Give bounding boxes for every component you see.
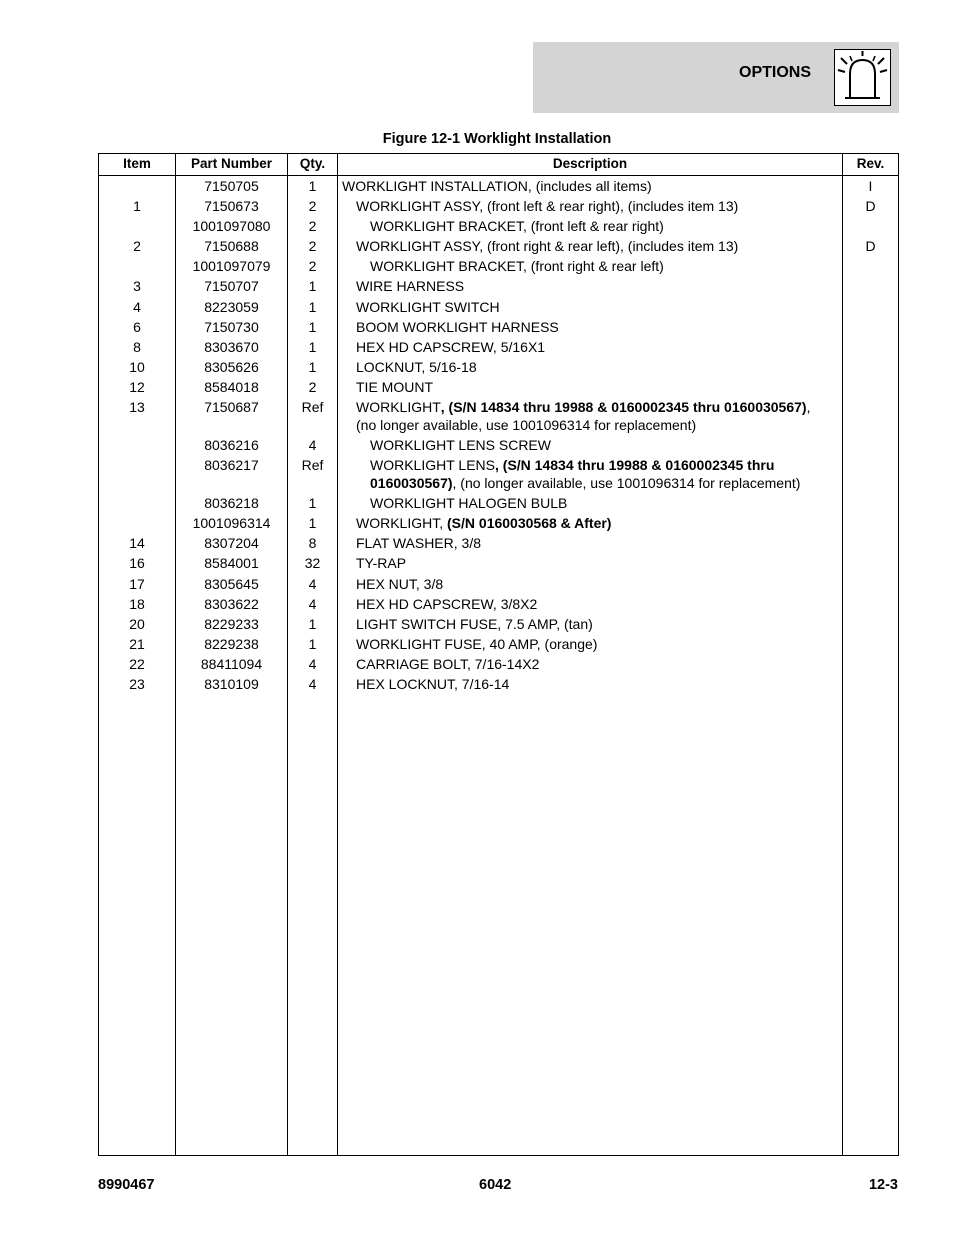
item-cell: 8 [133, 338, 141, 355]
qty-cell: 4 [308, 437, 317, 454]
qty-cell: 2 [308, 378, 317, 395]
qty-cell: 1 [308, 635, 317, 652]
item-cell: 21 [129, 635, 145, 652]
footer-model: 6042 [479, 1177, 512, 1193]
description-text: WORKLIGHT [356, 399, 441, 416]
description-cell: WORKLIGHT FUSE, 40 AMP, (orange) [356, 635, 598, 652]
table-row [99, 377, 898, 397]
qty-cell: 4 [308, 655, 317, 672]
description-cell: LOCKNUT, 5/16-18 [356, 358, 477, 375]
part-number-cell: 8303670 [204, 338, 259, 355]
serial-range: (S/N 0160030568 & After) [447, 515, 612, 532]
description-cell [342, 455, 832, 493]
qty-cell: 1 [308, 515, 317, 532]
item-cell: 12 [129, 378, 145, 395]
item-cell: 3 [133, 278, 141, 295]
item-cell: 18 [129, 595, 145, 612]
rev-cell: I [868, 178, 873, 194]
description-text: WORKLIGHT, [356, 515, 448, 532]
qty-cell: 1 [308, 338, 317, 355]
table-row [99, 533, 898, 553]
table-row [99, 455, 898, 493]
part-number-cell: 1001096314 [192, 515, 271, 532]
description-note: , (no longer available, use 1001096314 for replacement) [356, 399, 811, 434]
description-cell: TIE MOUNT [356, 378, 433, 395]
description-note: , (no longer available, use 1001096314 for replacement) [452, 475, 801, 492]
item-cell: 1 [133, 198, 141, 215]
qty-cell: Ref [301, 399, 324, 416]
part-number-cell: 8307204 [204, 535, 259, 552]
description-cell: WORKLIGHT SWITCH [356, 298, 500, 315]
table-body [99, 176, 898, 694]
column-header-description: Description [552, 156, 628, 171]
part-number-cell: 8310109 [204, 675, 259, 692]
item-cell: 23 [129, 675, 145, 692]
table-row [99, 553, 898, 573]
qty-cell: 1 [308, 358, 317, 375]
part-number-cell: 8036217 [204, 457, 259, 474]
qty-cell: 8 [308, 535, 317, 552]
description-cell: FLAT WASHER, 3/8 [356, 535, 481, 552]
description-cell: WORKLIGHT ASSY, (front left & rear right), (includes item 13) [356, 198, 739, 215]
part-number-cell: 8305645 [204, 575, 259, 592]
description-cell: WORKLIGHT BRACKET, (front right & rear left) [370, 258, 664, 275]
qty-cell: 2 [308, 218, 317, 235]
description-cell: BOOM WORKLIGHT HARNESS [356, 318, 559, 335]
qty-cell: 2 [308, 198, 317, 215]
table-row [99, 357, 898, 377]
item-cell: 4 [133, 298, 141, 315]
part-number-cell: 7150730 [204, 318, 259, 335]
description-cell: TY-RAP [356, 555, 407, 572]
qty-cell: 1 [308, 615, 317, 632]
column-header-qty: Qty. [299, 156, 326, 171]
table-row [99, 513, 898, 533]
qty-cell: 32 [304, 555, 321, 572]
item-cell: 6 [133, 318, 141, 335]
table-row [99, 654, 898, 674]
table-row [99, 176, 898, 196]
part-number-cell: 8223059 [204, 298, 259, 315]
qty-cell: 2 [308, 238, 317, 255]
qty-cell: 1 [308, 318, 317, 335]
part-number-cell: 8584018 [204, 378, 259, 395]
table-row [99, 435, 898, 455]
item-cell: 16 [129, 555, 145, 572]
footer-page-number: 12-3 [868, 1177, 898, 1193]
description-cell: HEX HD CAPSCREW, 5/16X1 [356, 338, 546, 355]
part-number-cell: 7150707 [204, 278, 259, 295]
table-row [99, 574, 898, 594]
table-row [99, 594, 898, 614]
part-number-cell: 8036218 [204, 495, 259, 512]
description-cell: WORKLIGHT INSTALLATION, (includes all items) [342, 178, 652, 194]
part-number-cell: 7150705 [204, 178, 259, 194]
part-number-cell: 8305626 [204, 358, 259, 375]
description-cell: WIRE HARNESS [356, 278, 465, 295]
serial-range: , (S/N 14834 thru 19988 & 0160002345 thru 0160030567) [440, 399, 807, 416]
figure-title: Figure 12-1 Worklight Installation [382, 131, 612, 147]
rev-cell: D [865, 198, 876, 215]
footer-document-number: 8990467 [98, 1177, 155, 1193]
description-cell: WORKLIGHT BRACKET, (front left & rear right) [370, 218, 664, 235]
item-cell: 17 [129, 575, 145, 592]
worklight-icon [834, 49, 891, 106]
part-number-cell: 1001097079 [192, 258, 271, 275]
item-cell: 2 [133, 238, 141, 255]
table-row [99, 196, 898, 216]
table-row [99, 674, 898, 694]
item-cell: 22 [129, 655, 145, 672]
description-cell: HEX HD CAPSCREW, 3/8X2 [356, 595, 538, 612]
qty-cell: 1 [308, 178, 317, 194]
qty-cell: 4 [308, 575, 317, 592]
description-cell [342, 397, 832, 435]
table-row [99, 493, 898, 513]
qty-cell: 4 [308, 595, 317, 612]
qty-cell: 1 [308, 495, 317, 512]
description-cell: WORKLIGHT ASSY, (front right & rear left), (includes item 13) [356, 238, 739, 255]
serial-range: , (S/N 14834 thru 19988 & 0160002345 thru 0160030567) [370, 457, 775, 492]
part-number-cell: 7150688 [204, 238, 259, 255]
part-number-cell: 8036216 [204, 437, 259, 454]
part-number-cell: 8584001 [204, 555, 259, 572]
item-cell: 10 [129, 358, 145, 375]
item-cell: 20 [129, 615, 145, 632]
section-title: OPTIONS [739, 64, 812, 81]
qty-cell: 2 [308, 258, 317, 275]
part-number-cell: 1001097080 [192, 218, 271, 235]
description-text: WORKLIGHT LENS [370, 457, 495, 474]
table-row [99, 297, 898, 317]
rev-cell: D [865, 238, 876, 255]
description-cell: HEX LOCKNUT, 7/16-14 [356, 675, 510, 692]
parts-table [98, 153, 899, 1156]
description-cell: CARRIAGE BOLT, 7/16-14X2 [356, 655, 540, 672]
part-number-cell: 88411094 [200, 655, 263, 672]
table-row [99, 634, 898, 654]
description-cell: WORKLIGHT HALOGEN BULB [370, 495, 568, 512]
table-row [99, 236, 898, 256]
part-number-cell: 7150687 [204, 399, 259, 416]
description-cell [342, 513, 832, 533]
item-cell: 13 [129, 399, 145, 416]
qty-cell: 1 [308, 278, 317, 295]
table-row [99, 397, 898, 435]
description-cell: LIGHT SWITCH FUSE, 7.5 AMP, (tan) [356, 615, 593, 632]
part-number-cell: 8229238 [204, 635, 259, 652]
part-number-cell: 7150673 [204, 198, 259, 215]
description-cell: HEX NUT, 3/8 [356, 575, 444, 592]
table-row [99, 317, 898, 337]
column-header-rev: Rev. [856, 156, 885, 171]
part-number-cell: 8303622 [204, 595, 259, 612]
table-row [99, 337, 898, 357]
table-row [99, 614, 898, 634]
column-header-item: Item [123, 156, 151, 171]
part-number-cell: 8229233 [204, 615, 259, 632]
qty-cell: Ref [301, 457, 324, 474]
item-cell: 14 [129, 535, 145, 552]
qty-cell: 4 [308, 675, 317, 692]
qty-cell: 1 [308, 298, 317, 315]
table-row [99, 256, 898, 276]
description-cell: WORKLIGHT LENS SCREW [370, 437, 551, 454]
column-header-part-number: Part Number [190, 156, 273, 171]
table-row [99, 276, 898, 296]
table-row [99, 216, 898, 236]
